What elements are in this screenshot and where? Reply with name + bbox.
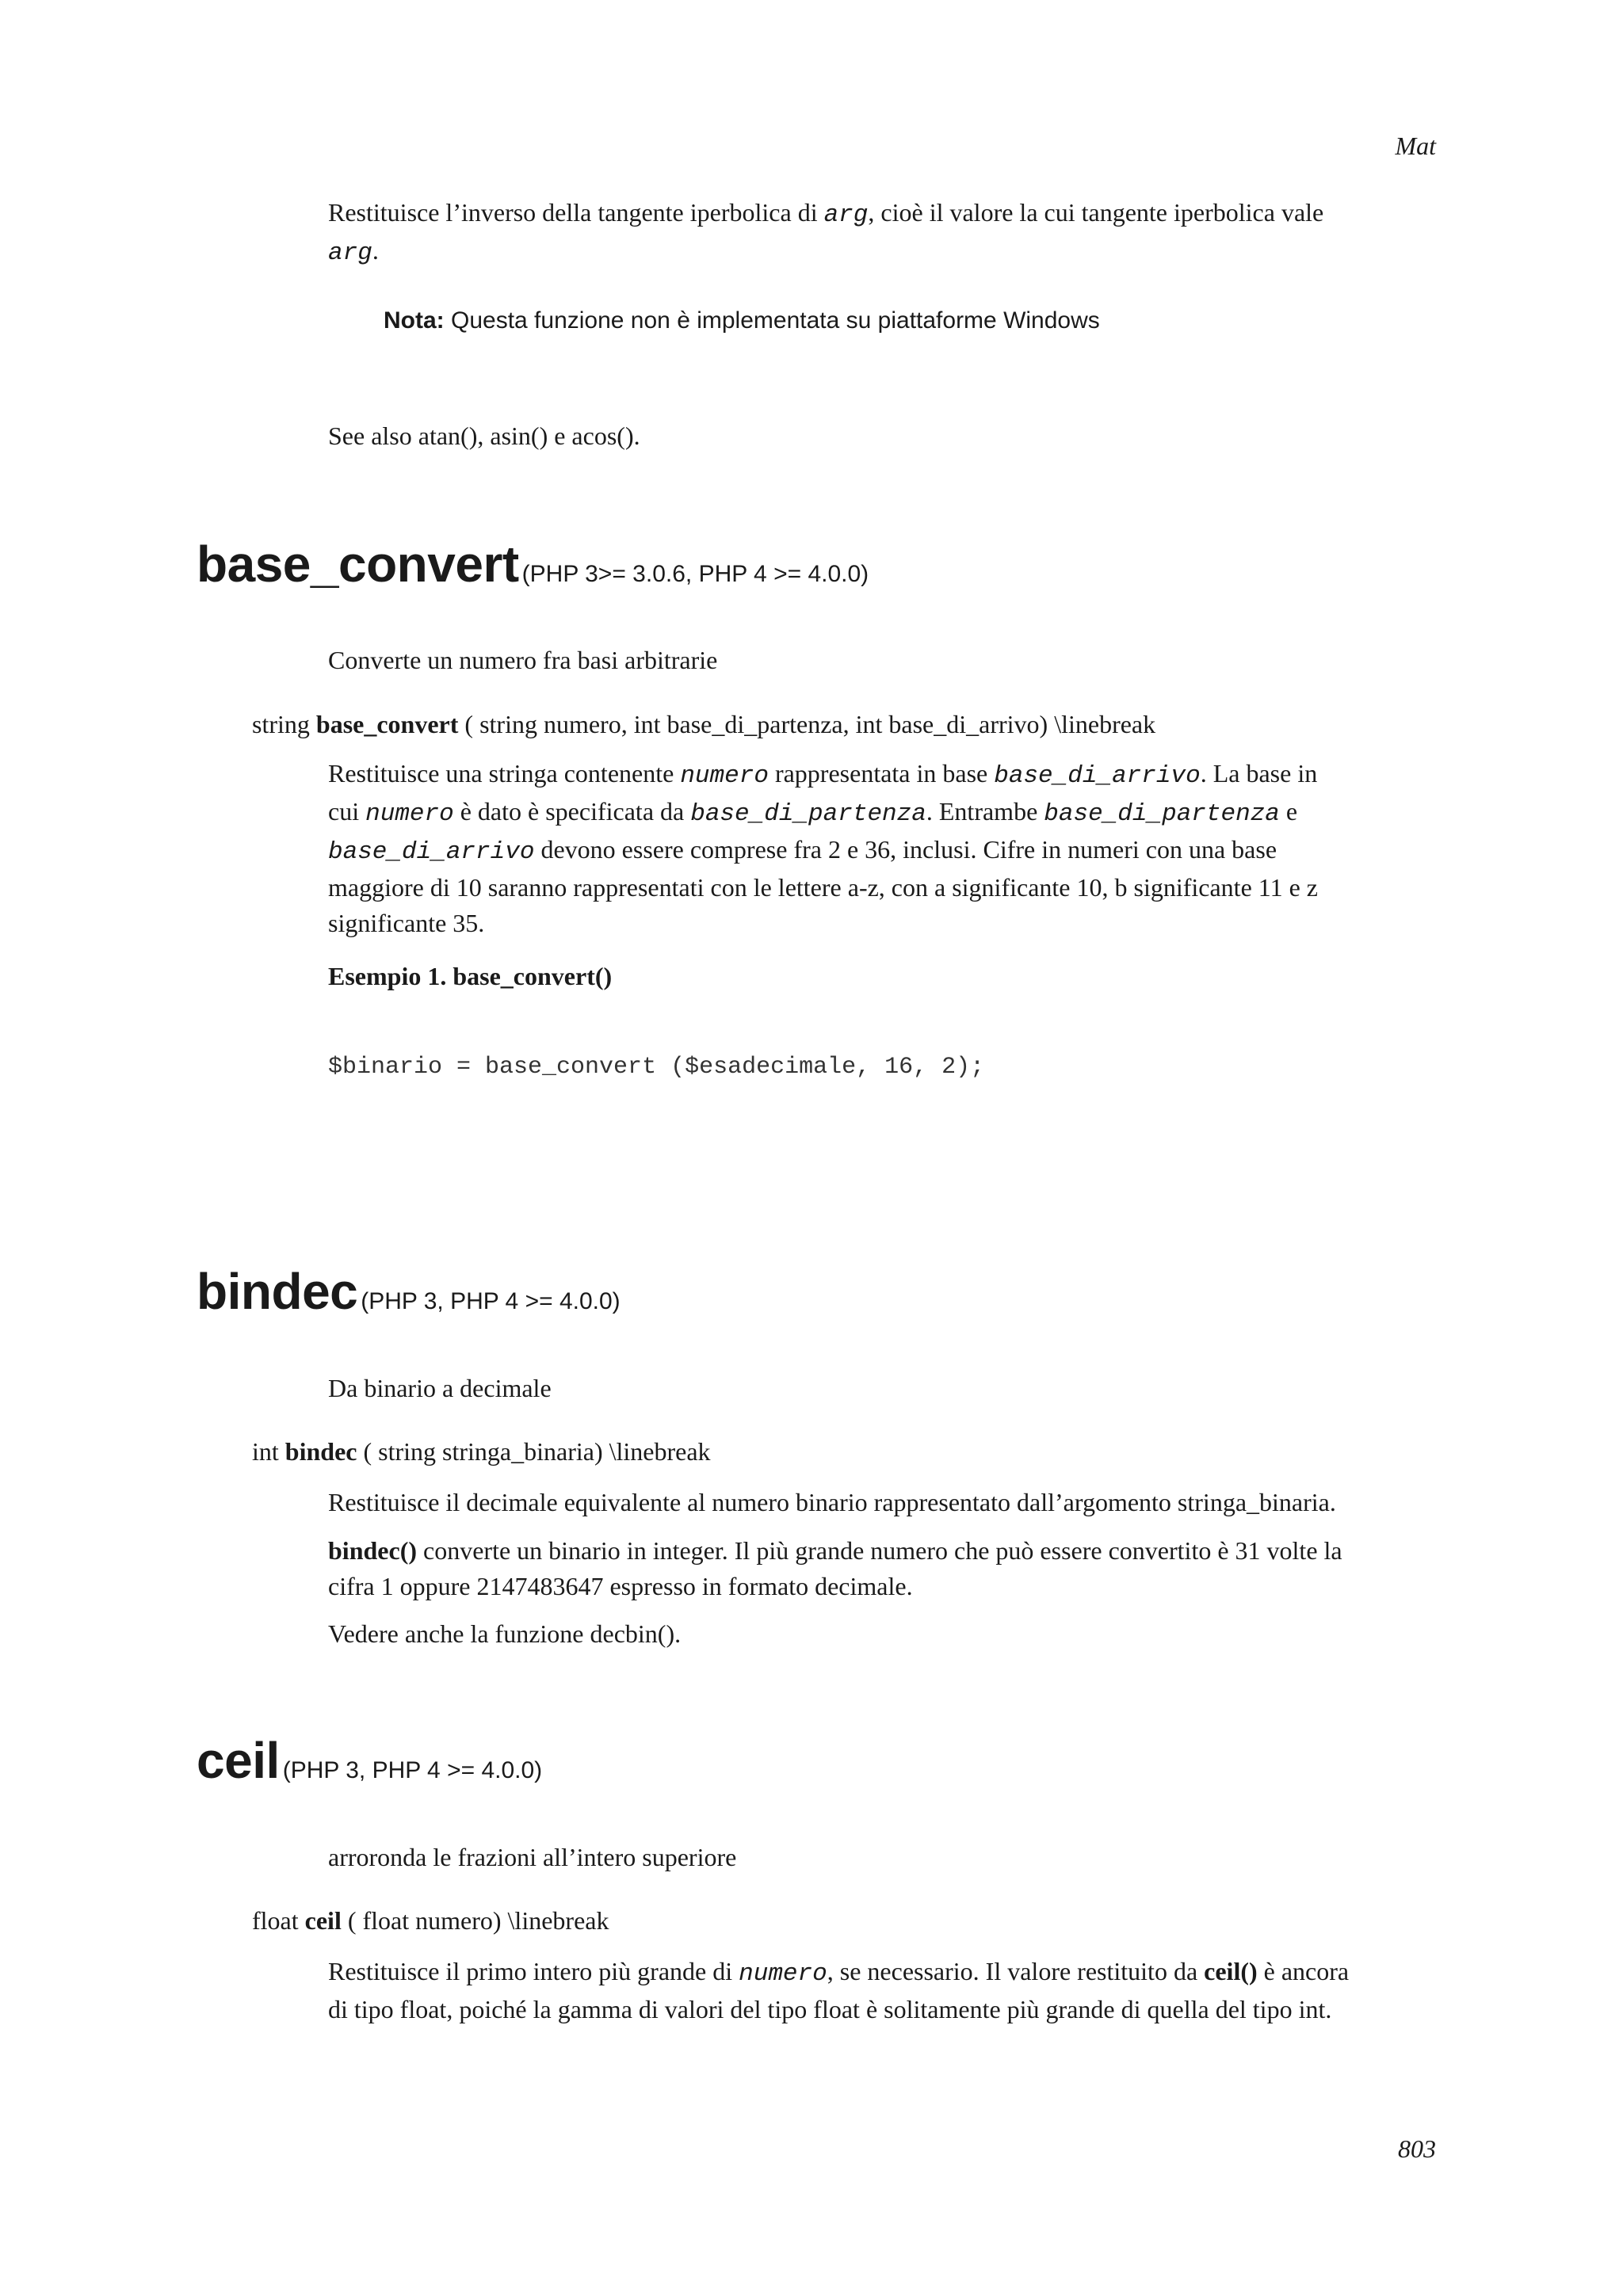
note-box [384, 307, 1100, 334]
signature-name: bindec [285, 1437, 357, 1466]
example-code: $binario = base_convert ($esadecimale, 16, 2); [328, 1054, 985, 1081]
signature-name: base_convert [315, 710, 459, 738]
parameter: numero [365, 800, 454, 828]
function-signature: int bindec ( string stringa_binaria) \linebreak [252, 1437, 711, 1466]
ceil-description: Restituisce il primo intero più grande di numero, se necessario. Il valore restituito da ceil() è ancora di tipo float, poiché la gamma di valori del tipo float è solitamente più grande di quella del tipo int. [328, 1957, 1350, 2023]
function-version: (PHP 3>= 3.0.6, PHP 4 >= 4.0.0) [521, 561, 869, 587]
base-convert-description: Restituisce una stringa contenente numero rappresentata in base base_di_arrivo. La base in cui numero è dato è specificata da base_di_partenza. Entrambe base_di_partenza e base_di_arrivo devono essere comprese fra 2 e 36, inclusi. Cifre in numeri con una base maggiore di 10 saranno rappresentati con le lettere a-z, con a significante 10, b significante 11 e z significante 35. [328, 759, 1318, 937]
parameter: base_di_arrivo [328, 838, 535, 866]
function-name: base_convert [197, 536, 519, 593]
function-version: (PHP 3, PHP 4 >= 4.0.0) [361, 1288, 621, 1314]
note-label: Nota: [384, 307, 445, 334]
note-text: Questa funzione non è implementata su piattaforme Windows [444, 307, 1100, 334]
function-version: (PHP 3, PHP 4 >= 4.0.0) [282, 1757, 543, 1783]
function-heading-bindec [197, 1263, 621, 1320]
function-purpose: arroronda le frazioni all’intero superiore [328, 1843, 737, 1871]
function-purpose: Converte un numero fra basi arbitrarie [328, 646, 718, 674]
function-name: bindec [197, 1263, 358, 1320]
atanh-description [328, 195, 1438, 271]
function-signature: float ceil ( float numero) \linebreak [252, 1906, 609, 1935]
atanh-desc-line-1: Restituisce l’inverso della tangente iperbolica di arg, cioè il valore la cui tangente iperbolica vale [328, 198, 1324, 229]
arg-parameter: arg [823, 201, 869, 229]
function-purpose: Da binario a decimale [328, 1374, 552, 1402]
parameter: base_di_partenza [1044, 800, 1280, 828]
bindec-paragraph-1: Restituisce il decimale equivalente al numero binario rappresentato dall’argomento stringa_binaria. [328, 1488, 1336, 1516]
parameter: base_di_arrivo [994, 762, 1201, 790]
atanh-desc-line-2: arg. [328, 236, 379, 267]
bindec-paragraph-2: bindec() converte un binario in integer. Il più grande numero che può essere convertito è 31 volte la cifra 1 oppure 2147483647 espresso in formato decimale. [328, 1536, 1342, 1600]
parameter: numero [680, 762, 769, 790]
function-signature: string base_convert ( string numero, int base_di_partenza, int base_di_arrivo) \linebreak [252, 710, 1156, 738]
example-title: Esempio 1. base_convert() [328, 962, 613, 990]
see-also: See also atan(), asin() e acos(). [328, 421, 640, 450]
parameter: base_di_partenza [690, 800, 926, 828]
signature-name: ceil [304, 1906, 342, 1935]
function-heading-base-convert [197, 536, 869, 593]
function-name: ceil [197, 1732, 280, 1789]
bindec-paragraph-3: Vedere anche la funzione decbin(). [328, 1619, 682, 1648]
running-header: Mat [1395, 132, 1436, 160]
function-heading-ceil [197, 1732, 542, 1789]
page-number: 803 [1398, 2134, 1436, 2163]
parameter: numero [739, 1960, 827, 1988]
arg-parameter: arg [328, 239, 372, 267]
